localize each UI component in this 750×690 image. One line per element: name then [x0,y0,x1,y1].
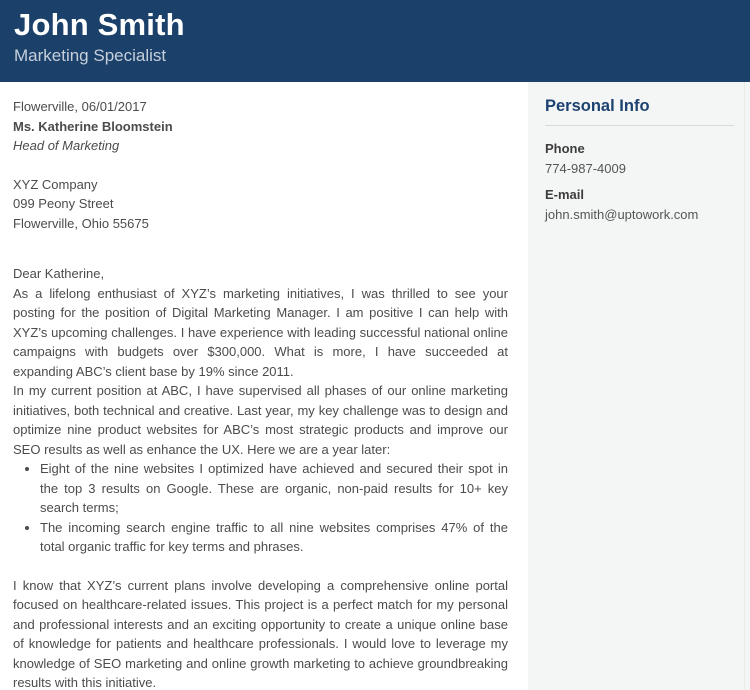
letter-date: Flowerville, 06/01/2017 [13,99,147,114]
recipient-name: Ms. Katherine Bloomstein [13,118,173,134]
candidate-job-title: Marketing Specialist [14,46,167,65]
personal-info-sidebar [528,82,750,690]
paragraph-intro: As a lifelong enthusiast of XYZ’s marketing initiatives, I was thrilled to see your posting for the position of Digital Marketing Manager. I am positive I can help with XYZ’s upcoming challenges. I have experience with leading successful national online campaigns with budgets over $300,000. What is more, I have succeeded at expanding ABC’s client base by 19% since 2011. [13,285,508,379]
letter-content [0,82,750,690]
paragraph-current-position: In my current position at ABC, I have supervised all phases of our online marketing initiatives, both technical and creative. Last year, my key challenge was to design and optimize nine product websites for ABC’s most strategic products and improve our SEO results as well as enhance the UX. Here we are a year later: [13,383,508,457]
phone-label: Phone [545,141,585,156]
email-value: john.smith@uptowork.com [545,206,699,222]
achievement-item: • The incoming search engine traffic to all nine websites comprises 47% of the total organic traffic for key terms and phrases. [40,518,508,557]
letter-header [0,0,750,82]
recipient-block [13,117,508,156]
company-city: Flowerville, Ohio 55675 [13,215,149,231]
company-address-block [13,175,508,234]
email-field [545,185,734,224]
letter-body [0,82,528,690]
achievements-list [13,459,508,557]
candidate-name: John Smith [14,7,185,42]
company-name: XYZ Company [13,176,98,192]
recipient-role: Head of Marketing [13,138,120,153]
phone-value: 774-987-4009 [545,160,626,176]
sidebar-heading: Personal Info [545,97,650,115]
phone-field [545,139,734,178]
paragraph-closing: I know that XYZ’s current plans involve developing a comprehensive online portal focused on healthcare-related issues. This project is a perfect match for my personal and professional interests and an exciting opportunity to create a unique online base of knowledge for patients and healthcare professionals. I would love to leverage my knowledge of SEO marketing and online growth marketing to achieve groundbreaking results with this initiative. [13,577,508,690]
page-right-edge [744,82,745,690]
salutation: Dear Katherine, [13,266,105,281]
company-street: 099 Peony Street [13,196,114,211]
email-label: E-mail [545,187,585,202]
achievement-item: • Eight of the nine websites I optimized have achieved and secured their spot in the top 3 results on Google. These are organic, non-paid results for 10+ key search terms; [40,459,508,518]
sidebar-divider [545,125,734,126]
